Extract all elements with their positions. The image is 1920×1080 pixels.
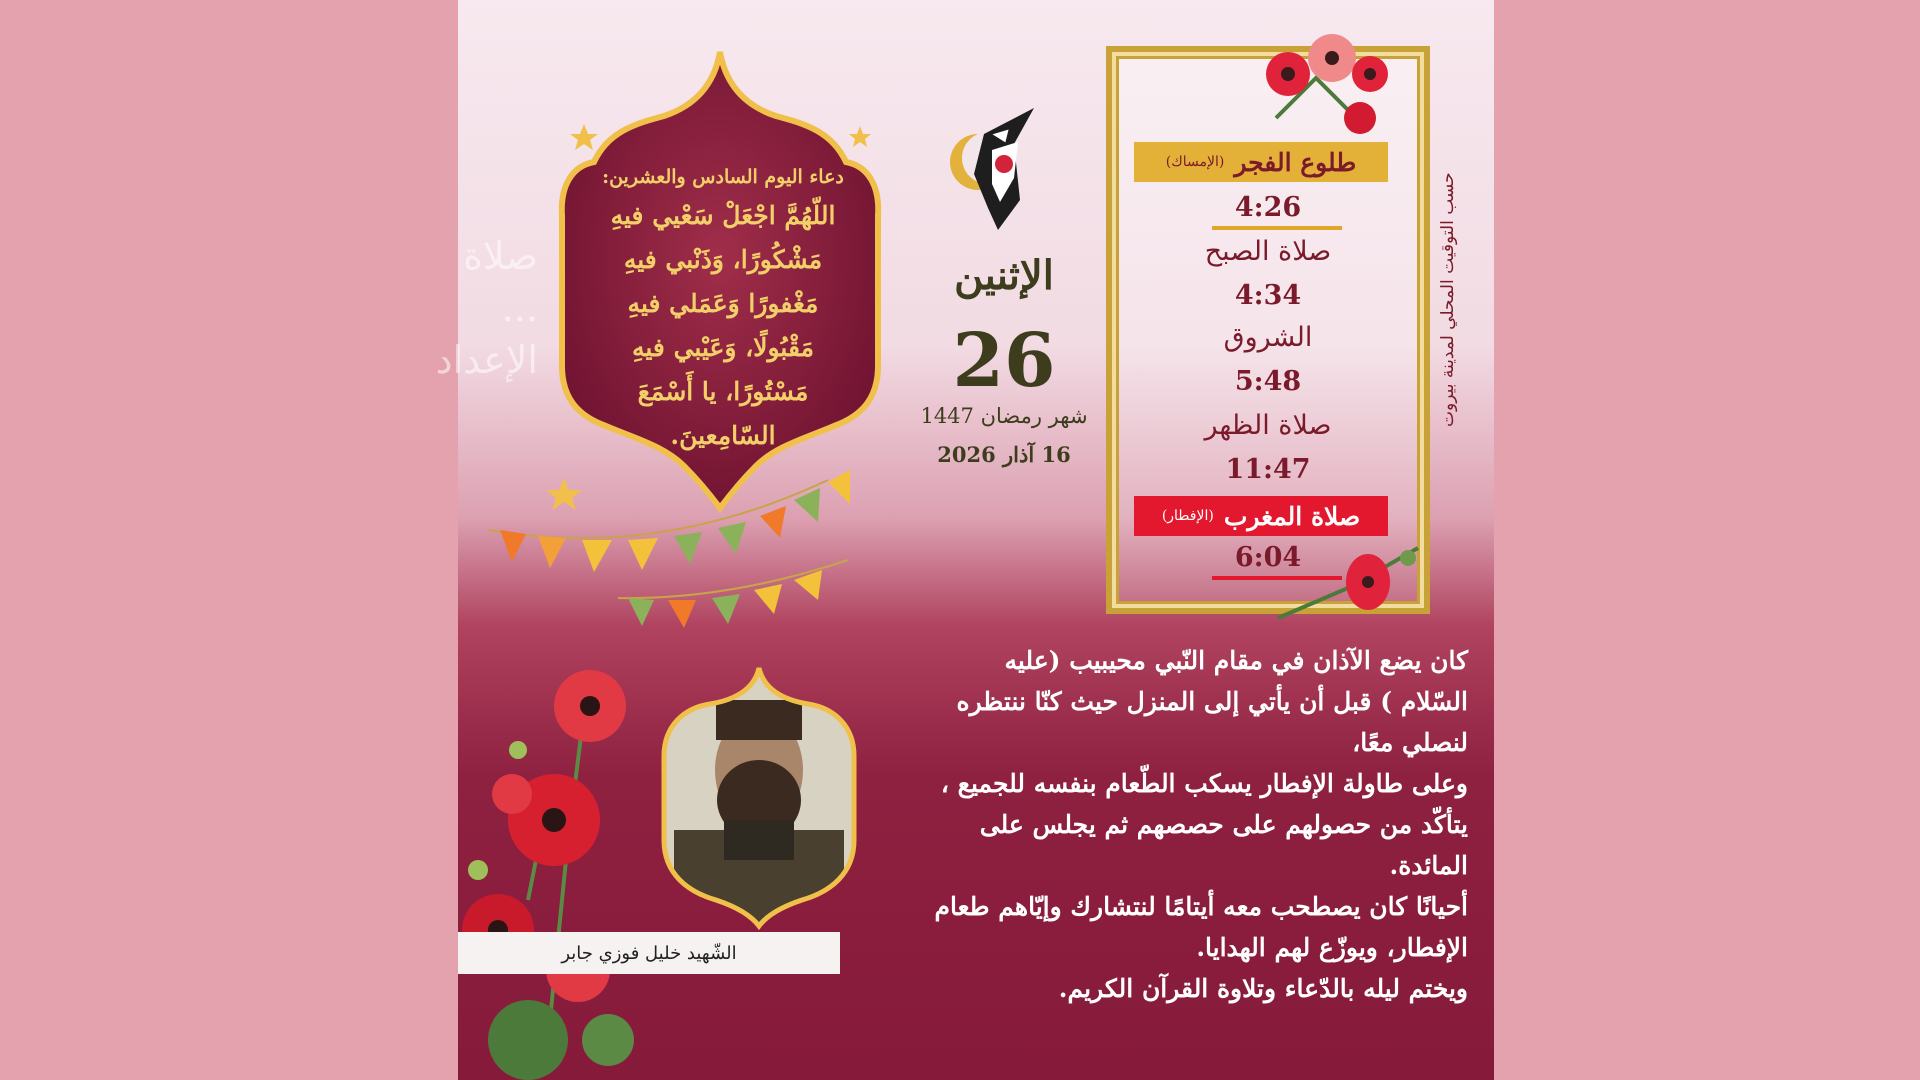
dua-line: مَغْفورًا وَعَمَلي فيهِ	[627, 289, 819, 318]
dua-line: اللّهُمَّ اجْعَلْ سَعْيي فيهِ	[610, 201, 836, 230]
dua-line: مَقْبُولًا، وَعَيْبي فيهِ	[631, 333, 815, 362]
gregorian-date: 16 آذار 2026	[937, 442, 1071, 467]
subh-label: صلاة الصبح	[1204, 236, 1332, 267]
day-number: 26	[952, 318, 1056, 404]
story-line: أحيانًا كان يصطحب معه أيتامًا لنتشارك وإيّاهم طعام	[934, 892, 1468, 921]
maghrib-note: (الإفطار)	[1161, 508, 1214, 524]
martyr-portrait	[654, 660, 864, 930]
dua-line: السّامِعينَ.	[670, 421, 776, 450]
story-line: ويختم ليله بالدّعاء وتلاوة القرآن الكريم.	[1058, 974, 1468, 1003]
story-line: السّلام ) قبل أن يأتي إلى المنزل حيث كنّا ننتظره	[956, 687, 1468, 716]
watermark-calligraphy: صلاة ... الإعداد	[435, 234, 538, 382]
fajr-note: (الإمساك)	[1165, 154, 1225, 170]
story-line: يتأكّد من حصولهم على حصصهم ثم يجلس على	[979, 810, 1468, 839]
poppy-flowers-top	[1256, 18, 1396, 138]
maghrib-label: صلاة المغرب	[1223, 501, 1361, 531]
poppy-flowers-bottom	[1268, 528, 1428, 628]
story-line: المائدة.	[1389, 851, 1468, 880]
dua-body	[558, 194, 888, 458]
fajr-banner	[1134, 142, 1388, 182]
day-name: الإثنين	[954, 252, 1054, 299]
bunting-flags	[478, 430, 898, 650]
hijri-date: شهر رمضان 1447	[920, 404, 1088, 428]
organization-logo-icon	[944, 104, 1054, 234]
dhuhr-time: 11:47	[1225, 454, 1311, 485]
dhuhr-label: صلاة الظهر	[1204, 410, 1332, 441]
dua-text-block	[558, 166, 888, 458]
ramadan-card	[435, 0, 1494, 1080]
shuruq-time: 5:48	[1234, 366, 1302, 397]
story-line: وعلى طاولة الإفطار يسكب الطّعام بنفسه للجميع ،	[940, 769, 1468, 798]
dua-line: مَسْتُورًا، يا أَسْمَعَ	[637, 377, 809, 406]
story-text	[868, 640, 1468, 1009]
shuruq-label: الشروق	[1223, 322, 1313, 353]
dua-title: دعاء اليوم السادس والعشرين:	[602, 166, 844, 188]
dua-line: مَشْكُورًا، وَذَنْبي فيهِ	[623, 245, 823, 274]
fajr-label: طلوع الفجر	[1234, 147, 1357, 177]
maghrib-time: 6:04	[1234, 542, 1302, 573]
timezone-note: حسب التوقيت المحلي لمدينة بيروت	[1438, 172, 1458, 428]
story-line: كان يضع الآذان في مقام النّبي محيبيب (عليه	[1004, 646, 1468, 675]
martyr-caption: الشّهيد خليل فوزي جابر	[458, 932, 840, 974]
story-line: الإفطار، ويوزّع لهم الهدايا.	[1196, 933, 1468, 962]
poppy-flowers-left	[458, 640, 678, 1080]
story-line: لنصلي معًا،	[1352, 728, 1468, 757]
fajr-time: 4:26	[1234, 192, 1302, 223]
subh-time: 4:34	[1234, 280, 1302, 311]
fajr-underline	[1212, 226, 1342, 230]
